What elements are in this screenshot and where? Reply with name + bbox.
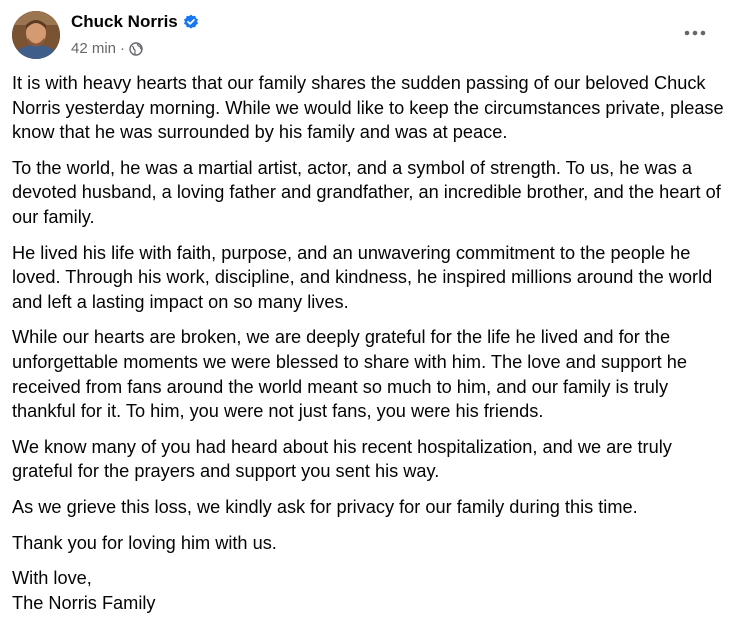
meta-separator: · [120, 40, 126, 57]
post-paragraph: While our hearts are broken, we are deeply grateful for the life he lived and for the unforgettable moments we were blessed to share with him. The love and support he received from fans around the world meant so much to him, and our family is truly thankful for it. To him, you were not just fans, you were his friends. [12, 327, 687, 422]
post-paragraph: As we grieve this loss, we kindly ask for privacy for our family during this time. [12, 496, 638, 517]
verified-badge-icon [183, 14, 199, 30]
post-paragraph: He lived his life with faith, purpose, and an unwavering commitment to the people he loved. Through his work, discipline, and kindness, he inspired millions around the world and left a lasting impact on so many lives. [12, 242, 713, 312]
author-avatar[interactable] [12, 11, 60, 59]
post-signoff [12, 566, 724, 615]
post-paragraph: Thank you for loving him with us. [12, 532, 277, 553]
avatar-image [12, 11, 60, 59]
signoff-signature: The Norris Family [12, 592, 156, 613]
post-body [12, 71, 724, 626]
author-name[interactable]: Chuck Norris [71, 12, 178, 31]
post-meta [71, 40, 143, 57]
more-options-button[interactable] [680, 18, 710, 48]
globe-icon[interactable] [129, 42, 143, 56]
more-options-icon [683, 29, 707, 37]
post-paragraph: To the world, he was a martial artist, actor, and a symbol of strength. To us, he was a devoted husband, a loving father and grandfather, an incredible brother, and the heart of our family. [12, 157, 721, 227]
author-row [71, 12, 199, 32]
signoff-line: With love, [12, 568, 92, 589]
post-paragraph: It is with heavy hearts that our family shares the sudden passing of our beloved Chuck Norris yesterday morning. While we would like to keep the circumstances private, please know that he was surrounded by his family and was at peace. [12, 73, 724, 143]
post-paragraph: We know many of you had heard about his recent hospitalization, and we are truly grateful for the prayers and support you sent his way. [12, 436, 672, 482]
post-timestamp[interactable]: 42 min [71, 40, 117, 57]
